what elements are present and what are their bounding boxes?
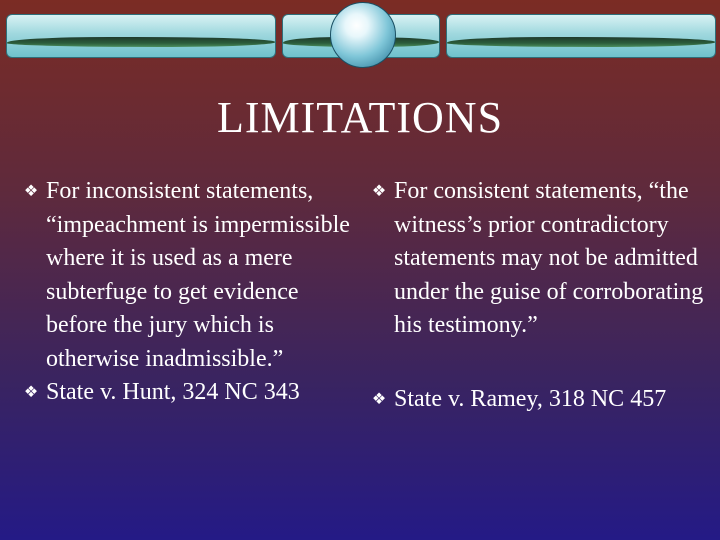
slide-title: LIMITATIONS — [216, 93, 504, 142]
bullet-item — [22, 376, 352, 410]
decorative-banner-right — [446, 14, 716, 58]
left-column — [22, 175, 352, 410]
bullet-item — [370, 383, 710, 417]
bullet-item — [370, 175, 710, 343]
right-column — [370, 175, 710, 416]
bullet-text: For inconsistent statements, “impeachment is impermissible where it is used as a mere subterfuge to get evidence before the jury which is otherwise inadmissible.” — [46, 178, 350, 372]
globe-icon — [330, 2, 396, 68]
diamond-bullet-icon: ❖ — [23, 384, 39, 401]
bullet-item — [22, 175, 352, 376]
bullet-text: For consistent statements, “the witness’s prior contradictory statements may not be admitted under the guise of corroborating his testimony.” — [394, 178, 704, 338]
diamond-bullet-icon: ❖ — [371, 183, 387, 200]
decorative-banner-left — [6, 14, 276, 58]
bullet-text: State v. Hunt, 324 NC 343 — [46, 379, 300, 405]
diamond-bullet-icon: ❖ — [371, 390, 387, 408]
diamond-bullet-icon: ❖ — [23, 183, 39, 200]
bullet-text: State v. Ramey, 318 NC 457 — [394, 385, 667, 412]
